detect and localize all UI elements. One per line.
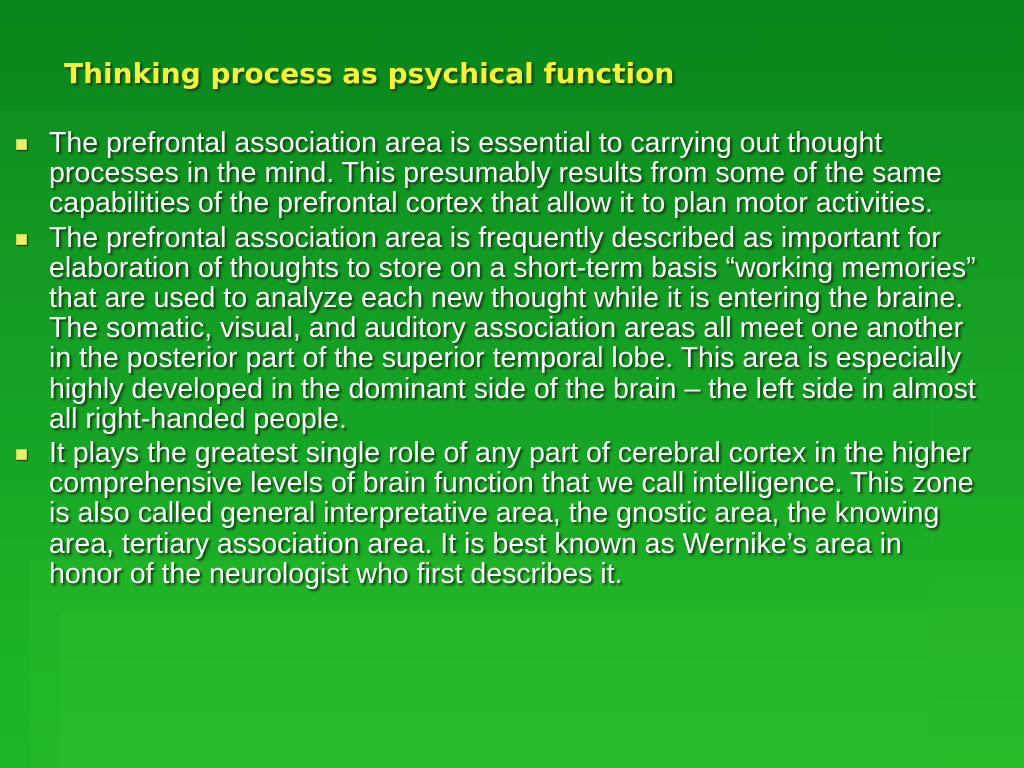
bullet-item	[16, 223, 976, 434]
bullet-text: The prefrontal association area is essential to carrying out thought processes in the mind. This presumably results from some of the same capabilities of the prefrontal cortex that allow it to plan motor activities.	[49, 127, 942, 220]
slide-title: Thinking process as psychical function	[64, 57, 675, 90]
bullet-item	[16, 438, 976, 589]
bullet-item	[16, 128, 976, 219]
background-gradient-block	[60, 610, 1024, 768]
square-bullet-icon	[16, 139, 27, 150]
bullet-text: The prefrontal association area is frequently described as important for elaboration of thoughts to store on a short-term basis “working memories” that are used to analyze each new thought while it is entering the braine. The somatic, visual, and auditory association areas all meet one another in the posterior part of the superior temporal lobe. This area is especially highly developed in the dominant side of the brain – the left side in almost all right-handed people.	[49, 221, 976, 435]
square-bullet-icon	[16, 234, 27, 245]
bullet-list	[16, 128, 976, 593]
bullet-text: It plays the greatest single role of any part of cerebral cortex in the higher comprehensive levels of brain function that we call intelligence. This zone is also called general interpretative area, the gnostic area, the knowing area, tertiary association area. It is best known as Wernike’s area in honor of the neurologist who first describes it.	[49, 437, 974, 590]
background-gradient-block	[0, 0, 1024, 110]
square-bullet-icon	[16, 449, 27, 460]
